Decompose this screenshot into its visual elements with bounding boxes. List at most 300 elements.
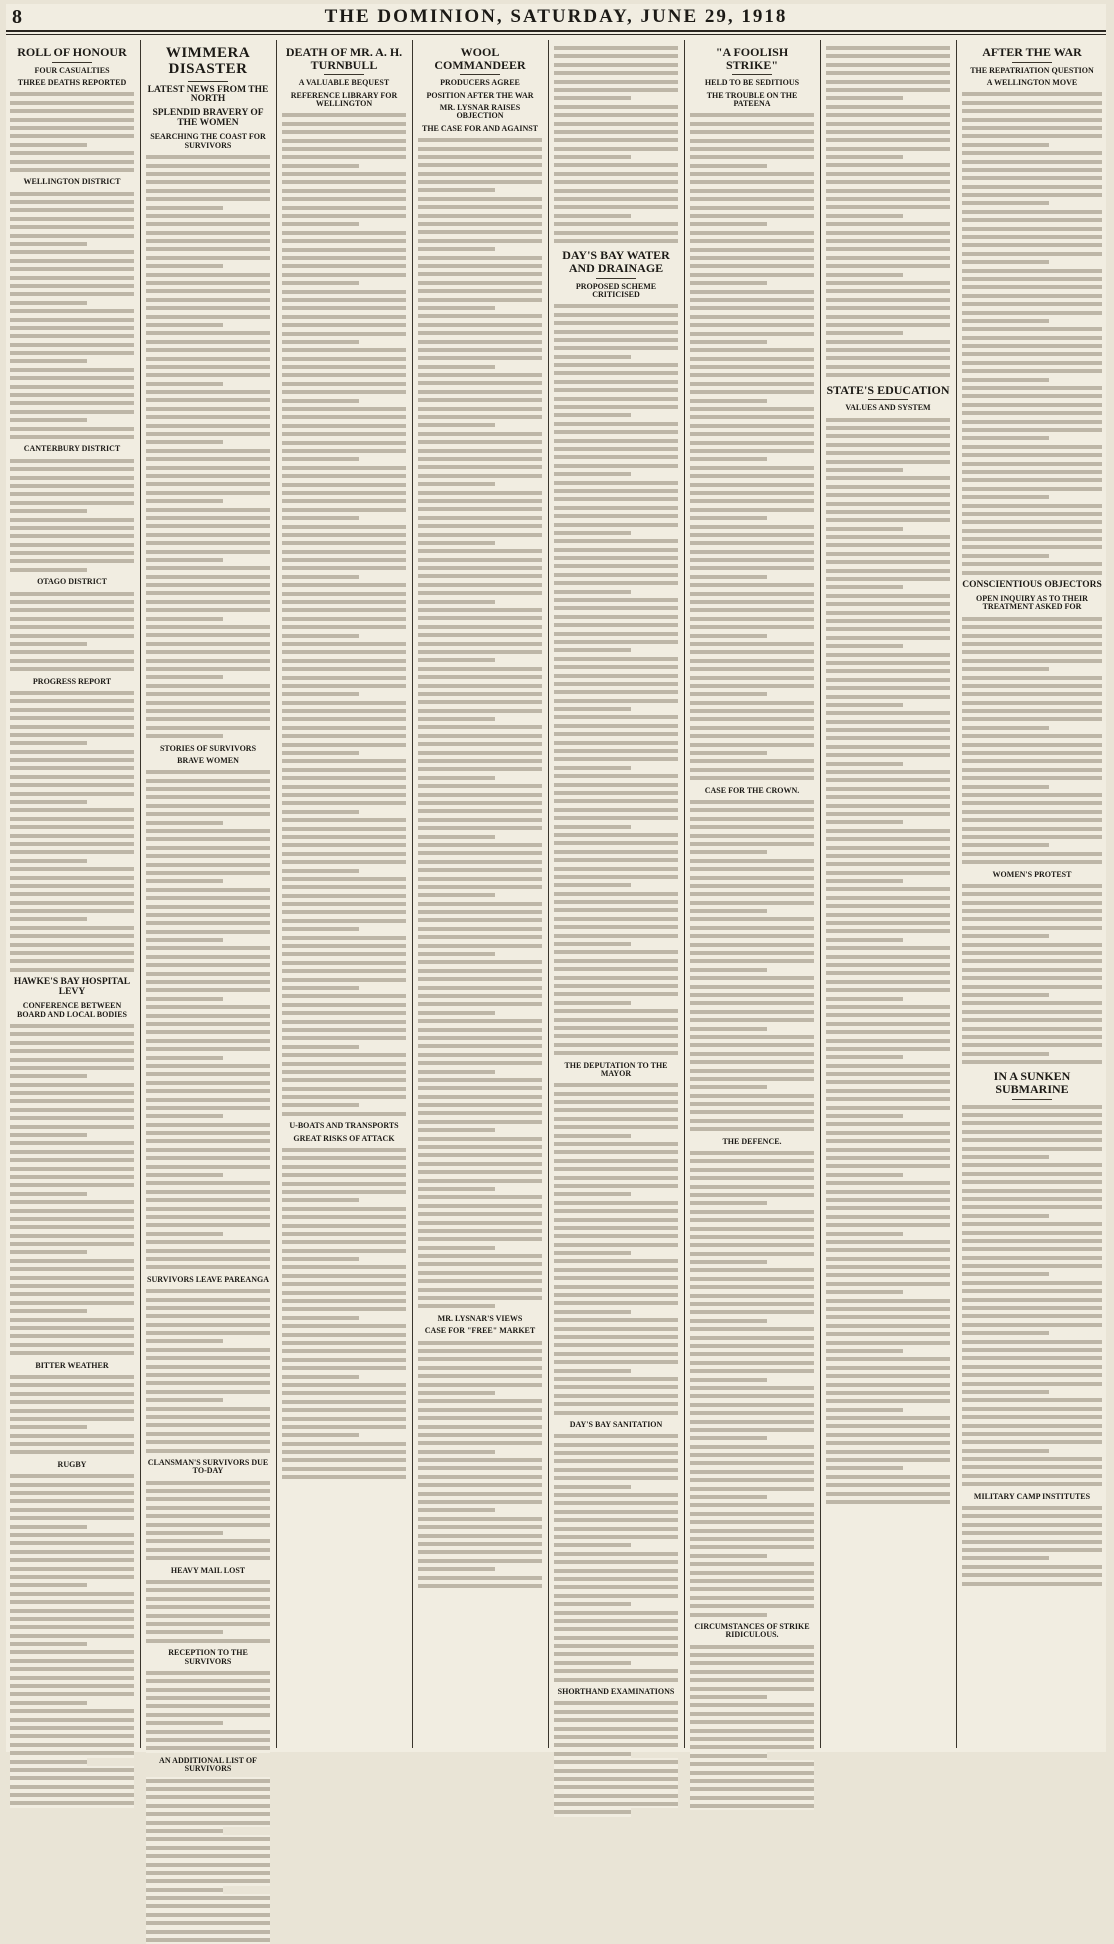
body-text-line xyxy=(690,430,814,438)
body-text-line xyxy=(690,606,814,614)
body-text-line xyxy=(418,522,542,530)
body-text-line xyxy=(10,1674,134,1682)
body-text-line xyxy=(826,1263,950,1271)
body-text-line xyxy=(10,1732,134,1740)
body-text-line xyxy=(690,1659,814,1667)
body-text-line xyxy=(690,941,814,949)
body-text-line xyxy=(418,1302,495,1310)
body-text-line xyxy=(418,539,495,547)
body-text-line xyxy=(962,1195,1102,1203)
body-text-line xyxy=(962,1041,1102,1049)
body-text-line xyxy=(554,302,678,310)
body-text-line xyxy=(826,153,903,161)
body-text-line xyxy=(10,1381,134,1389)
body-text-line xyxy=(554,1575,678,1583)
body-text-line xyxy=(690,1535,814,1543)
body-text-line xyxy=(826,927,950,935)
body-text-line xyxy=(146,254,270,262)
body-text-line xyxy=(10,1699,87,1707)
body-text-line xyxy=(690,1067,814,1075)
body-text-line xyxy=(146,1529,223,1537)
body-text-line xyxy=(282,246,406,254)
body-text-line xyxy=(10,1114,134,1122)
body-text-line xyxy=(146,480,270,488)
body-text-line xyxy=(962,1563,1102,1571)
body-text-line xyxy=(146,1028,270,1036)
body-text-line xyxy=(554,136,678,144)
body-text-line xyxy=(826,203,950,211)
body-text-line xyxy=(554,806,678,814)
body-text-line xyxy=(962,359,1102,367)
body-text-line xyxy=(10,198,134,206)
body-text-line xyxy=(826,145,950,153)
body-text-line xyxy=(554,1650,678,1658)
body-text-line xyxy=(418,749,542,757)
body-text-line xyxy=(10,1758,87,1766)
body-text-line xyxy=(962,724,1049,732)
body-text-line xyxy=(554,688,678,696)
body-text-line xyxy=(962,493,1049,501)
body-text-line xyxy=(826,810,950,818)
article-body xyxy=(690,1149,814,1619)
body-text-line xyxy=(826,516,950,524)
body-text-line xyxy=(146,1894,270,1902)
headline: HAWKE'S BAY HOSPITAL LEVY xyxy=(13,977,131,998)
body-text-line xyxy=(826,1020,950,1028)
body-text-line xyxy=(418,916,542,924)
body-text-line xyxy=(282,707,406,715)
body-text-line xyxy=(418,212,542,220)
body-text-line xyxy=(962,1504,1102,1512)
body-text-line xyxy=(146,777,270,785)
body-text-line xyxy=(146,1928,270,1936)
body-text-line xyxy=(418,455,542,463)
body-text-line xyxy=(10,248,134,256)
body-text-line xyxy=(554,990,678,998)
body-text-line xyxy=(282,313,406,321)
body-text-line xyxy=(418,338,542,346)
body-text-line xyxy=(10,1341,134,1349)
body-text-line xyxy=(554,948,678,956)
body-text-line xyxy=(418,279,542,287)
body-text-line xyxy=(826,1313,950,1321)
body-text-line xyxy=(10,1565,134,1573)
body-text-line xyxy=(962,1388,1049,1396)
body-text-line xyxy=(962,615,1102,623)
body-text-line xyxy=(282,766,406,774)
body-text-line xyxy=(282,1465,406,1473)
body-text-line xyxy=(690,1083,767,1091)
body-text-line xyxy=(282,573,359,581)
body-text-line xyxy=(826,768,950,776)
body-text-line xyxy=(690,111,814,119)
body-text-line xyxy=(690,1510,814,1518)
body-text-line xyxy=(282,271,406,279)
body-text-line xyxy=(282,1034,406,1042)
body-text-line xyxy=(146,1479,270,1487)
body-text-line xyxy=(418,757,542,765)
body-text-line xyxy=(962,841,1049,849)
body-text-line xyxy=(554,111,678,119)
body-text-line xyxy=(10,357,87,365)
body-text-line xyxy=(554,831,678,839)
body-text-line xyxy=(962,418,1102,426)
body-text-line xyxy=(690,1794,814,1802)
body-text-line xyxy=(282,355,406,363)
body-text-line xyxy=(690,1785,814,1793)
body-text-line xyxy=(962,275,1102,283)
body-text-line xyxy=(826,541,950,549)
body-text-line xyxy=(962,1050,1049,1058)
body-text-line xyxy=(282,1272,406,1280)
body-text-line xyxy=(418,1017,542,1025)
body-text-line xyxy=(554,1274,678,1282)
headline: LATEST NEWS FROM THE NORTH xyxy=(147,84,269,105)
masthead-rule xyxy=(6,34,1106,35)
body-text-line xyxy=(962,816,1102,824)
body-text-line xyxy=(282,321,406,329)
body-text-line xyxy=(554,722,678,730)
body-text-line xyxy=(690,1468,814,1476)
body-text-line xyxy=(146,1877,270,1885)
body-text-line xyxy=(554,1224,678,1232)
body-text-line xyxy=(146,1205,270,1213)
body-text-line xyxy=(690,153,814,161)
body-text-line xyxy=(690,1092,814,1100)
body-text-line xyxy=(690,1166,814,1174)
body-text-line xyxy=(690,815,814,823)
body-text-line xyxy=(826,1204,950,1212)
headline-rule xyxy=(596,278,636,279)
body-text-line xyxy=(10,1415,134,1423)
body-text-line xyxy=(962,766,1102,774)
body-text-line xyxy=(962,833,1102,841)
body-text-line xyxy=(282,120,406,128)
body-text-line xyxy=(826,1422,950,1430)
body-text-line xyxy=(826,195,950,203)
body-text-line xyxy=(146,405,270,413)
body-text-line xyxy=(962,485,1102,493)
body-text-line xyxy=(690,1434,767,1442)
body-text-line xyxy=(146,329,270,337)
body-text-line xyxy=(554,395,678,403)
body-text-line xyxy=(10,806,134,814)
body-text-line xyxy=(10,1448,134,1456)
body-text-line xyxy=(554,1041,678,1049)
body-text-line xyxy=(10,1156,134,1164)
headline-rule xyxy=(1012,62,1052,63)
headline: BRAVE WOMEN xyxy=(177,755,239,765)
body-text-line xyxy=(418,833,495,841)
body-text-line xyxy=(690,1718,814,1726)
body-text-line xyxy=(962,999,1102,1007)
body-text-line xyxy=(418,656,495,664)
body-text-line xyxy=(418,178,542,186)
body-text-line xyxy=(10,1257,134,1265)
body-text-line xyxy=(962,216,1102,224)
body-text-line xyxy=(418,631,542,639)
body-text-line xyxy=(554,103,678,111)
body-text-line xyxy=(962,426,1102,434)
headline: IN A SUNKEN SUBMARINE xyxy=(993,1069,1071,1097)
body-text-line xyxy=(554,1525,678,1533)
body-text-line xyxy=(554,705,631,713)
body-text-line xyxy=(282,1085,406,1093)
body-text-line xyxy=(282,976,406,984)
body-text-line xyxy=(282,1263,406,1271)
body-text-line xyxy=(146,1379,270,1387)
article-body xyxy=(690,798,814,1134)
body-text-line xyxy=(690,741,814,749)
headline: THE CASE FOR AND AGAINST xyxy=(421,123,539,133)
headline: THE DEPUTATION TO THE MAYOR xyxy=(564,1060,668,1078)
body-text-line xyxy=(146,1146,270,1154)
body-text-line xyxy=(146,657,270,665)
body-text-line xyxy=(962,791,1102,799)
body-text-line xyxy=(554,86,678,94)
body-text-line xyxy=(826,1078,950,1086)
body-text-line xyxy=(282,1305,406,1313)
body-text-line xyxy=(554,865,678,873)
body-text-line xyxy=(10,1749,134,1757)
body-text-line xyxy=(962,690,1102,698)
body-text-line xyxy=(554,328,678,336)
body-text-line xyxy=(554,571,678,579)
body-text-line xyxy=(690,682,814,690)
body-text-line xyxy=(962,241,1102,249)
body-text-line xyxy=(554,579,678,587)
body-text-line xyxy=(146,919,270,927)
body-text-line xyxy=(10,756,134,764)
body-text-line xyxy=(282,405,406,413)
body-text-line xyxy=(690,271,814,279)
body-text-line xyxy=(826,1481,950,1489)
body-text-line xyxy=(282,715,406,723)
body-text-line xyxy=(146,237,270,245)
body-text-line xyxy=(146,1247,270,1255)
body-text-line xyxy=(554,1441,678,1449)
body-text-line xyxy=(962,907,1102,915)
body-text-line xyxy=(10,615,134,623)
body-text-line xyxy=(554,1190,631,1198)
body-text-line xyxy=(418,1219,542,1227)
headline: THREE DEATHS REPORTED xyxy=(17,77,127,87)
body-text-line xyxy=(554,1140,678,1148)
body-text-line xyxy=(418,1042,542,1050)
body-text-line xyxy=(10,790,134,798)
body-text-line xyxy=(826,894,950,902)
body-text-line xyxy=(146,506,270,514)
body-text-line xyxy=(146,204,223,212)
body-text-line xyxy=(690,657,814,665)
article-body xyxy=(10,90,134,174)
body-text-line xyxy=(10,1472,134,1480)
body-text-line xyxy=(418,153,542,161)
body-text-line xyxy=(554,1642,678,1650)
body-text-line xyxy=(146,556,223,564)
body-text-line xyxy=(962,1025,1102,1033)
body-text-line xyxy=(282,959,406,967)
body-text-line xyxy=(826,1196,950,1204)
body-text-line xyxy=(690,648,814,656)
body-text-line xyxy=(146,827,270,835)
body-text-line xyxy=(826,818,903,826)
body-text-line xyxy=(418,170,542,178)
body-text-line xyxy=(826,458,950,466)
body-text-line xyxy=(690,1493,767,1501)
body-text-line xyxy=(826,1473,950,1481)
body-text-line xyxy=(282,640,406,648)
body-text-line xyxy=(554,1659,631,1667)
body-text-line xyxy=(554,1699,678,1707)
body-text-line xyxy=(146,598,270,606)
body-text-line xyxy=(282,732,406,740)
body-text-line xyxy=(418,1084,542,1092)
body-text-line xyxy=(826,1213,950,1221)
body-text-line xyxy=(10,1724,134,1732)
body-text-line xyxy=(146,321,223,329)
body-text-line xyxy=(962,107,1102,115)
body-text-line xyxy=(554,1165,678,1173)
body-text-line xyxy=(146,715,270,723)
body-text-line xyxy=(690,506,814,514)
body-text-line xyxy=(10,764,134,772)
body-text-line xyxy=(962,225,1102,233)
body-text-line xyxy=(962,1312,1102,1320)
body-text-line xyxy=(418,1532,542,1540)
body-text-line xyxy=(10,1207,134,1215)
body-text-line xyxy=(418,858,542,866)
body-text-line xyxy=(554,755,678,763)
body-text-line xyxy=(418,740,542,748)
body-text-line xyxy=(962,1430,1102,1438)
body-text-line xyxy=(690,128,814,136)
body-text-line xyxy=(962,1546,1102,1554)
body-text-line xyxy=(146,539,270,547)
body-text-line xyxy=(690,1334,814,1342)
body-text-line xyxy=(282,741,406,749)
body-text-line xyxy=(418,262,542,270)
body-text-line xyxy=(282,1180,406,1188)
body-text-line xyxy=(10,1056,134,1064)
body-text-line xyxy=(146,346,270,354)
body-text-line xyxy=(826,441,950,449)
body-text-line xyxy=(962,991,1049,999)
body-text-line xyxy=(826,111,950,119)
body-text-line xyxy=(10,949,134,957)
body-text-line xyxy=(554,537,678,545)
body-text-line xyxy=(962,535,1102,543)
body-text-line xyxy=(418,1481,542,1489)
article-body xyxy=(962,1103,1102,1489)
body-text-line xyxy=(418,421,495,429)
body-text-line xyxy=(418,1423,542,1431)
body-text-line xyxy=(10,215,134,223)
body-text-line xyxy=(690,539,814,547)
body-text-line xyxy=(10,648,134,656)
body-text-line xyxy=(690,1266,814,1274)
headline-rule xyxy=(868,399,908,400)
body-text-line xyxy=(554,195,678,203)
body-text-line xyxy=(146,640,270,648)
body-text-line xyxy=(418,824,542,832)
body-text-line xyxy=(554,1325,678,1333)
body-text-line xyxy=(554,965,678,973)
body-text-line xyxy=(418,480,495,488)
body-text-line xyxy=(282,1431,359,1439)
body-text-line xyxy=(146,1936,270,1944)
body-text-line xyxy=(418,1093,542,1101)
body-text-line xyxy=(282,1146,406,1154)
headline: CIRCUMSTANCES OF STRIKE RIDICULOUS. xyxy=(694,1621,810,1640)
body-text-line xyxy=(962,757,1102,765)
body-text-line xyxy=(146,1104,270,1112)
body-text-line xyxy=(554,1081,678,1089)
body-text-line xyxy=(826,1280,950,1288)
body-text-line xyxy=(962,199,1049,207)
body-text-line xyxy=(690,212,814,220)
body-text-line xyxy=(554,839,678,847)
body-text-line xyxy=(418,1051,542,1059)
body-text-line xyxy=(418,732,542,740)
body-text-line xyxy=(962,1237,1102,1245)
body-text-line xyxy=(554,1792,678,1800)
body-text-line xyxy=(826,701,903,709)
headline: PROGRESS REPORT xyxy=(32,676,112,686)
body-text-line xyxy=(418,1557,542,1565)
body-text-line xyxy=(690,296,814,304)
body-text-line xyxy=(690,220,767,228)
body-text-line xyxy=(826,709,950,717)
body-text-line xyxy=(554,797,678,805)
body-text-line xyxy=(282,388,406,396)
body-text-line xyxy=(10,1766,134,1774)
body-text-line xyxy=(418,841,542,849)
body-text-line xyxy=(826,1171,903,1179)
body-text-line xyxy=(418,379,542,387)
body-text-line xyxy=(826,802,950,810)
headline-rule xyxy=(460,74,500,75)
body-text-line xyxy=(282,371,406,379)
body-text-line xyxy=(690,640,814,648)
headline: AN ADDITIONAL LIST OF SURVIVORS xyxy=(159,1755,257,1774)
body-text-line xyxy=(826,483,950,491)
body-text-line xyxy=(690,1701,814,1709)
body-text-line xyxy=(146,1287,270,1295)
body-text-line xyxy=(962,1153,1049,1161)
body-text-line xyxy=(10,332,134,340)
headline: SEARCHING THE COAST FOR SURVIVORS xyxy=(150,132,266,150)
body-text-line xyxy=(146,1736,270,1744)
body-text-line xyxy=(146,944,270,952)
body-text-line xyxy=(962,1529,1102,1537)
body-text-line xyxy=(554,1358,678,1366)
headline: DEATH OF MR. A. H. TURNBULL xyxy=(285,45,403,72)
body-text-line xyxy=(146,1902,270,1910)
body-text-line xyxy=(826,1087,950,1095)
body-text-line xyxy=(282,757,406,765)
body-text-line xyxy=(554,487,678,495)
body-text-line xyxy=(554,1090,678,1098)
article-body xyxy=(690,1643,814,1811)
body-text-line xyxy=(10,798,87,806)
body-text-line xyxy=(418,891,495,899)
body-text-line xyxy=(282,447,406,455)
body-text-line xyxy=(962,460,1102,468)
body-text-line xyxy=(826,416,950,424)
body-text-line xyxy=(418,791,542,799)
headline: OTAGO DISTRICT xyxy=(37,577,107,587)
